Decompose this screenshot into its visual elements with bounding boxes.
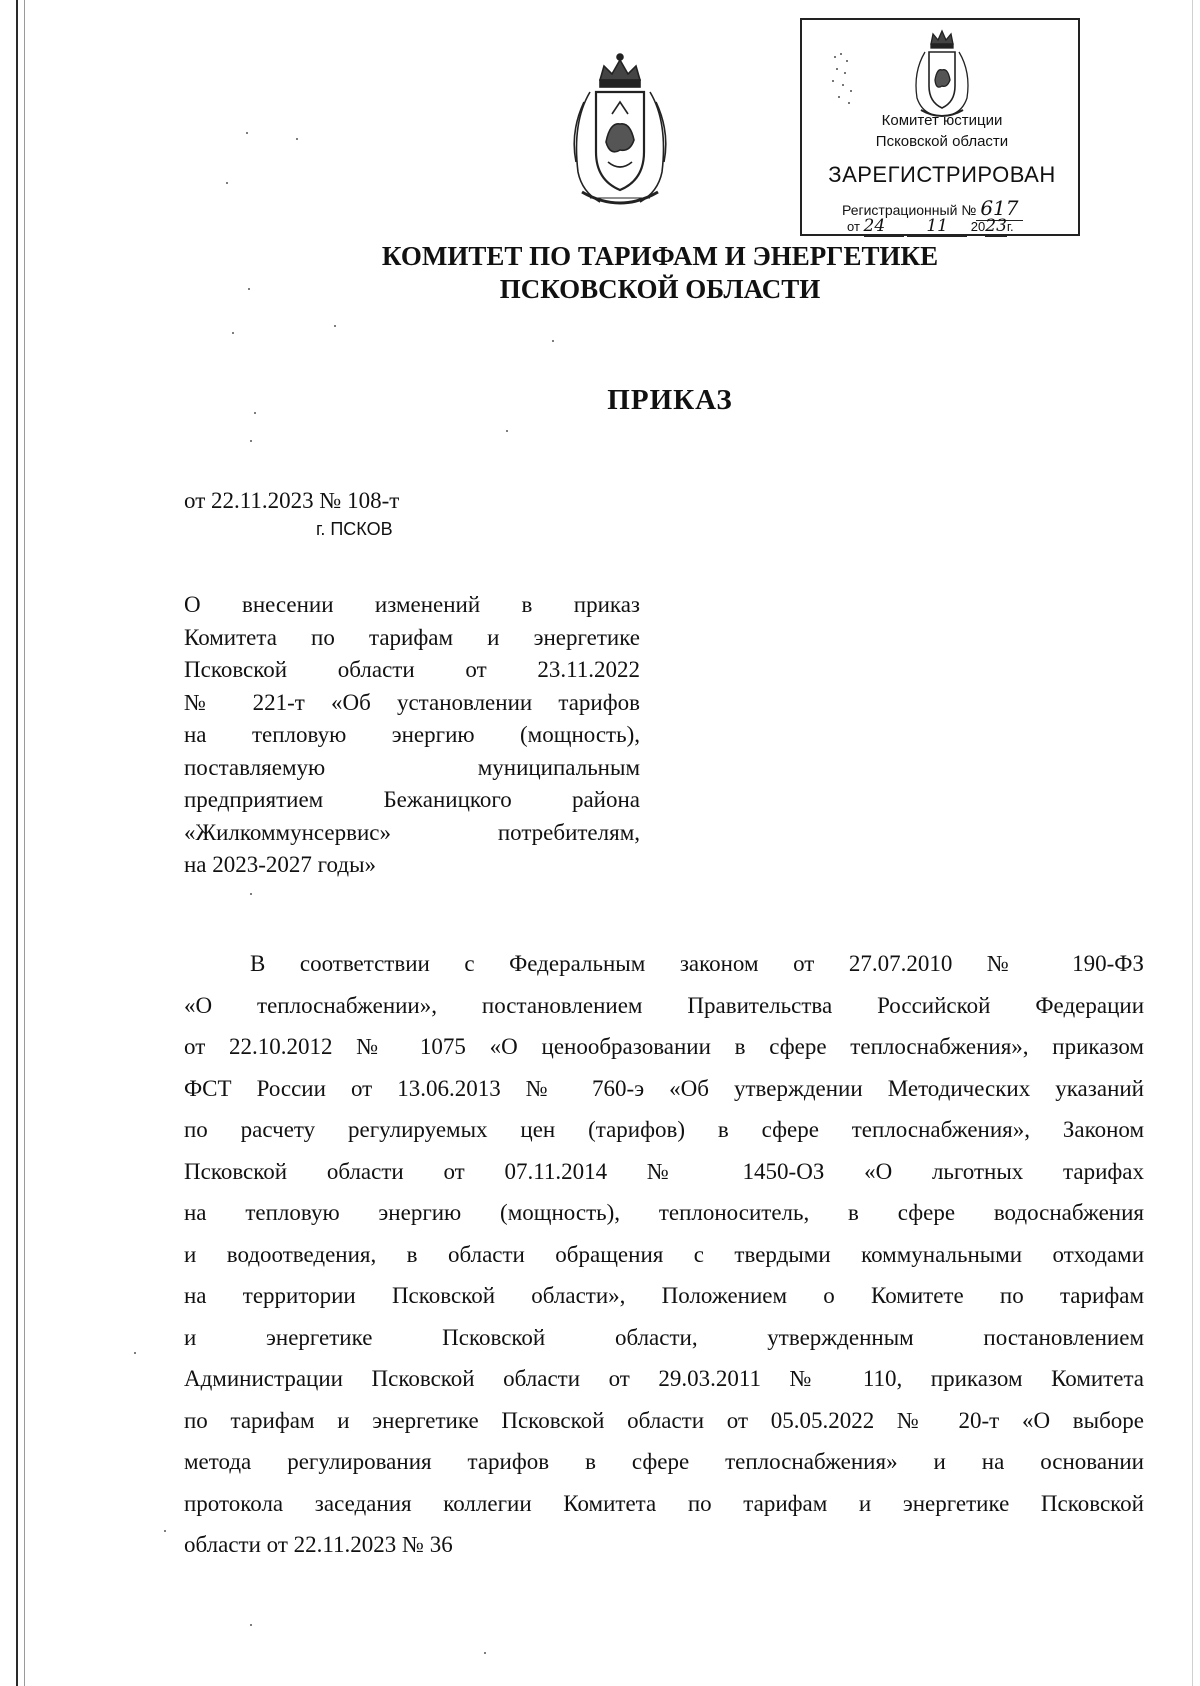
scan-speck <box>226 182 228 184</box>
document-city: г. ПСКОВ <box>316 519 393 539</box>
stamp-date-day: 24 <box>864 216 904 237</box>
body-line: Администрации Псковской области от 29.03.2011 № 110, приказом Комитета <box>184 1366 1144 1391</box>
stamp-region: Псковской области <box>875 133 1009 150</box>
scan-speck <box>250 1624 252 1626</box>
scan-speck <box>552 340 554 342</box>
subject-line: О внесении изменений в приказ <box>184 592 640 617</box>
subject-line: на 2023-2027 годы» <box>184 852 377 877</box>
stamp-date-suffix: г. <box>1006 219 1014 234</box>
body-line: и водоотведения, в области обращения с твердыми коммунальными отходами <box>184 1241 1144 1267</box>
body-line: В соответствии с Федеральным законом от 27.07.2010 № 190-ФЗ <box>250 951 1144 976</box>
scan-speck <box>248 288 250 290</box>
body-line: и энергетике Псковской области, утвержденным постановлением <box>184 1324 1144 1350</box>
subject-line: предприятием Бежаницкого района <box>184 787 640 812</box>
scan-edge <box>1192 0 1193 1686</box>
subject-line: № 221-т «Об установлении тарифов <box>184 689 640 715</box>
body-line: от 22.10.2012 № 1075 «О ценообразовании в сфере теплоснабжения», приказом <box>184 1034 1144 1059</box>
body-line: области от 22.11.2023 № 36 <box>184 1532 453 1557</box>
stamp-reg-label: Регистрационный № <box>842 202 977 218</box>
stamp-date-year: 23 <box>985 216 1007 236</box>
organization-title-line1: КОМИТЕТ ПО ТАРИФАМ И ЭНЕРГЕТИКЕ <box>381 241 939 271</box>
organization-title-line2: ПСКОВСКОЙ ОБЛАСТИ <box>499 274 821 304</box>
scan-speck <box>134 1352 136 1354</box>
subject-line: поставляемую муниципальным <box>184 754 640 780</box>
body-line: на территории Псковской области», Положением о Комитете по тарифам <box>184 1283 1144 1308</box>
scan-edge <box>24 0 25 1686</box>
scan-speck <box>254 412 256 414</box>
stamp-date-month: 11 <box>907 216 967 237</box>
scan-speck <box>484 1652 486 1654</box>
scan-edge <box>16 0 18 1686</box>
scan-speck <box>334 325 336 327</box>
subject-line: Комитета по тарифам и энергетике <box>184 624 640 650</box>
body-line: «О теплоснабжении», постановлением Правительства Российской Федерации <box>184 992 1144 1018</box>
stamp-authority: Комитет юстиции <box>881 112 1003 129</box>
stamp-date-prefix: от <box>847 219 860 234</box>
coat-of-arms-icon <box>560 52 680 212</box>
subject-line: на тепловую энергию (мощность), <box>184 722 640 747</box>
stamp-reg-value: 617 <box>976 196 1022 221</box>
scan-speck <box>232 332 234 334</box>
scan-speck <box>250 440 252 442</box>
body-line: метода регулирования тарифов в сфере теплоснабжения» и на основании <box>184 1449 1144 1474</box>
document-subject <box>184 589 640 882</box>
body-line: на тепловую энергию (мощность), теплоноситель, в сфере водоснабжения <box>184 1200 1144 1225</box>
scan-noise <box>830 50 880 120</box>
scan-speck <box>164 1530 166 1532</box>
stamp-registered-label: ЗАРЕГИСТРИРОВАН <box>828 162 1056 187</box>
stamp-date-year-prefix: 20 <box>970 219 986 234</box>
body-line: по тарифам и энергетике Псковской области от 05.05.2022 № 20-т «О выборе <box>184 1407 1144 1433</box>
body-line: ФСТ России от 13.06.2013 № 760-э «Об утверждении Методических указаний <box>184 1075 1144 1101</box>
scan-speck <box>506 430 508 432</box>
scan-speck <box>246 132 248 134</box>
body-line: протокола заседания коллегии Комитета по тарифам и энергетике Псковской <box>184 1490 1144 1516</box>
coat-of-arms-icon <box>907 28 977 120</box>
registration-stamp <box>800 18 1080 236</box>
body-line: по расчету регулируемых цен (тарифов) в сфере теплоснабжения», Законом <box>184 1117 1144 1142</box>
organization-title <box>300 240 1020 306</box>
document-body <box>184 943 1144 1566</box>
document-date-number: от 22.11.2023 № 108-т <box>184 488 400 513</box>
scan-speck <box>296 138 298 140</box>
document-type: ПРИКАЗ <box>607 384 733 416</box>
subject-line: Псковской области от 23.11.2022 <box>184 657 640 682</box>
subject-line: «Жилкоммунсервис» потребителям, <box>184 819 640 845</box>
body-line: Псковской области от 07.11.2014 № 1450-ОЗ «О льготных тарифах <box>184 1158 1144 1184</box>
stamp-date <box>847 216 1014 237</box>
scan-speck <box>250 893 252 895</box>
